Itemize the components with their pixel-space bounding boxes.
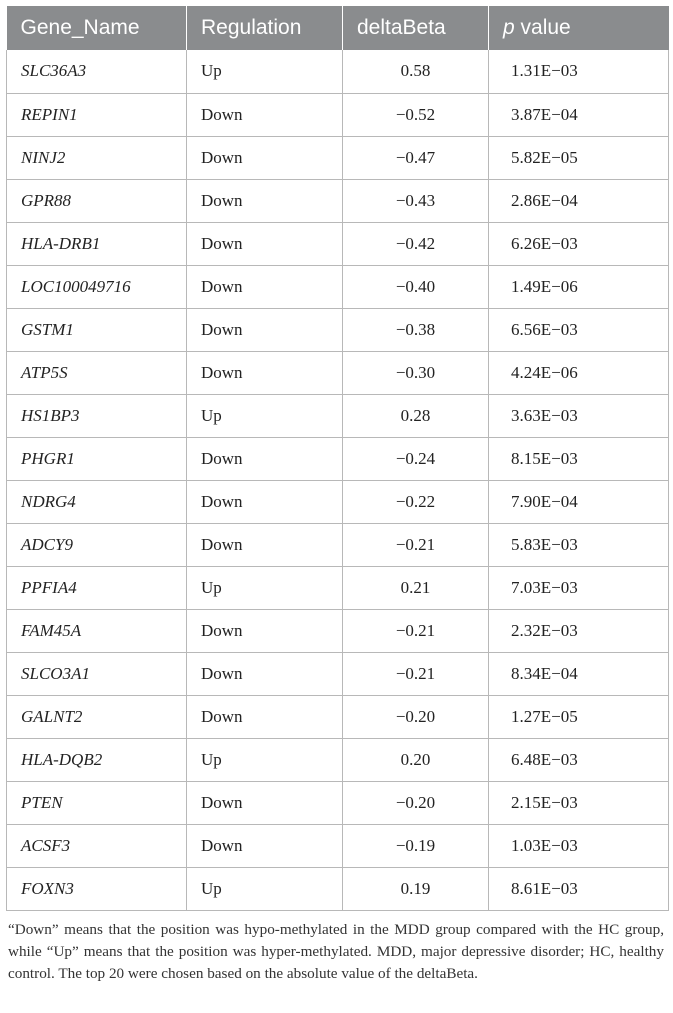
regulation-cell: Down <box>187 437 343 480</box>
p-value-cell: 1.49E−06 <box>489 265 669 308</box>
p-value-cell: 1.31E−03 <box>489 50 669 93</box>
table-header <box>7 6 669 50</box>
header-delta-beta: deltaBeta <box>343 6 489 50</box>
table-row <box>7 824 669 867</box>
gene-name-cell: REPIN1 <box>7 93 187 136</box>
table-row <box>7 50 669 93</box>
table-row <box>7 609 669 652</box>
table-row <box>7 867 669 910</box>
regulation-cell: Down <box>187 781 343 824</box>
delta-beta-cell: 0.19 <box>343 867 489 910</box>
table-row <box>7 437 669 480</box>
gene-name-cell: PHGR1 <box>7 437 187 480</box>
delta-beta-cell: −0.20 <box>343 781 489 824</box>
header-p-italic: p <box>503 16 515 39</box>
delta-beta-cell: 0.20 <box>343 738 489 781</box>
table-row <box>7 308 669 351</box>
gene-name-cell: GALNT2 <box>7 695 187 738</box>
table-row <box>7 179 669 222</box>
p-value-cell: 2.86E−04 <box>489 179 669 222</box>
gene-name-cell: GPR88 <box>7 179 187 222</box>
delta-beta-cell: −0.21 <box>343 609 489 652</box>
p-value-cell: 2.15E−03 <box>489 781 669 824</box>
gene-name-cell: FAM45A <box>7 609 187 652</box>
table-row <box>7 222 669 265</box>
regulation-cell: Up <box>187 566 343 609</box>
regulation-cell: Down <box>187 179 343 222</box>
table-row <box>7 136 669 179</box>
table-row <box>7 523 669 566</box>
gene-name-cell: SLC36A3 <box>7 50 187 93</box>
regulation-cell: Up <box>187 738 343 781</box>
table-row <box>7 265 669 308</box>
delta-beta-cell: 0.21 <box>343 566 489 609</box>
delta-beta-cell: −0.38 <box>343 308 489 351</box>
regulation-cell: Down <box>187 523 343 566</box>
delta-beta-cell: −0.47 <box>343 136 489 179</box>
regulation-cell: Down <box>187 652 343 695</box>
regulation-cell: Up <box>187 394 343 437</box>
p-value-cell: 8.34E−04 <box>489 652 669 695</box>
p-value-cell: 7.90E−04 <box>489 480 669 523</box>
p-value-cell: 1.27E−05 <box>489 695 669 738</box>
p-value-cell: 8.15E−03 <box>489 437 669 480</box>
p-value-cell: 5.82E−05 <box>489 136 669 179</box>
gene-name-cell: FOXN3 <box>7 867 187 910</box>
regulation-cell: Up <box>187 50 343 93</box>
header-row <box>7 6 669 50</box>
delta-beta-cell: −0.42 <box>343 222 489 265</box>
gene-name-cell: NDRG4 <box>7 480 187 523</box>
gene-name-cell: ACSF3 <box>7 824 187 867</box>
gene-name-cell: ADCY9 <box>7 523 187 566</box>
header-p-rest: value <box>514 16 571 39</box>
gene-name-cell: SLCO3A1 <box>7 652 187 695</box>
delta-beta-cell: −0.52 <box>343 93 489 136</box>
p-value-cell: 2.32E−03 <box>489 609 669 652</box>
table-row <box>7 93 669 136</box>
regulation-cell: Down <box>187 351 343 394</box>
table-footnote: “Down” means that the position was hypo-methylated in the MDD group compared with the HC group, while “Up” means that the position was hyper-methylated. MDD, major depressive disorder; HC, healthy control. The top 20 were chosen based on the absolute value of the deltaBeta. <box>8 920 664 982</box>
header-p-value <box>489 6 669 50</box>
gene-name-cell: HLA-DQB2 <box>7 738 187 781</box>
table-row <box>7 351 669 394</box>
regulation-cell: Up <box>187 867 343 910</box>
gene-table <box>6 6 669 911</box>
delta-beta-cell: −0.30 <box>343 351 489 394</box>
table-row <box>7 480 669 523</box>
gene-name-cell: ATP5S <box>7 351 187 394</box>
p-value-cell: 3.87E−04 <box>489 93 669 136</box>
gene-name-cell: LOC100049716 <box>7 265 187 308</box>
table-row <box>7 566 669 609</box>
gene-name-cell: PTEN <box>7 781 187 824</box>
delta-beta-cell: −0.21 <box>343 652 489 695</box>
p-value-cell: 5.83E−03 <box>489 523 669 566</box>
gene-name-cell: HLA-DRB1 <box>7 222 187 265</box>
regulation-cell: Down <box>187 93 343 136</box>
regulation-cell: Down <box>187 222 343 265</box>
p-value-cell: 4.24E−06 <box>489 351 669 394</box>
table-body <box>7 50 669 910</box>
table-row <box>7 695 669 738</box>
table-row <box>7 652 669 695</box>
delta-beta-cell: 0.28 <box>343 394 489 437</box>
p-value-cell: 3.63E−03 <box>489 394 669 437</box>
p-value-cell: 6.26E−03 <box>489 222 669 265</box>
table-row <box>7 738 669 781</box>
regulation-cell: Down <box>187 308 343 351</box>
delta-beta-cell: −0.22 <box>343 480 489 523</box>
p-value-cell: 8.61E−03 <box>489 867 669 910</box>
regulation-cell: Down <box>187 824 343 867</box>
delta-beta-cell: −0.20 <box>343 695 489 738</box>
header-gene-name: Gene_Name <box>7 6 187 50</box>
gene-name-cell: GSTM1 <box>7 308 187 351</box>
p-value-cell: 7.03E−03 <box>489 566 669 609</box>
regulation-cell: Down <box>187 480 343 523</box>
delta-beta-cell: −0.40 <box>343 265 489 308</box>
gene-name-cell: NINJ2 <box>7 136 187 179</box>
delta-beta-cell: −0.21 <box>343 523 489 566</box>
table-row <box>7 781 669 824</box>
header-regulation: Regulation <box>187 6 343 50</box>
p-value-cell: 6.56E−03 <box>489 308 669 351</box>
delta-beta-cell: −0.19 <box>343 824 489 867</box>
table-container <box>6 6 668 985</box>
delta-beta-cell: −0.24 <box>343 437 489 480</box>
regulation-cell: Down <box>187 136 343 179</box>
gene-name-cell: HS1BP3 <box>7 394 187 437</box>
p-value-cell: 6.48E−03 <box>489 738 669 781</box>
gene-name-cell: PPFIA4 <box>7 566 187 609</box>
regulation-cell: Down <box>187 695 343 738</box>
delta-beta-cell: 0.58 <box>343 50 489 93</box>
regulation-cell: Down <box>187 265 343 308</box>
regulation-cell: Down <box>187 609 343 652</box>
table-row <box>7 394 669 437</box>
delta-beta-cell: −0.43 <box>343 179 489 222</box>
p-value-cell: 1.03E−03 <box>489 824 669 867</box>
